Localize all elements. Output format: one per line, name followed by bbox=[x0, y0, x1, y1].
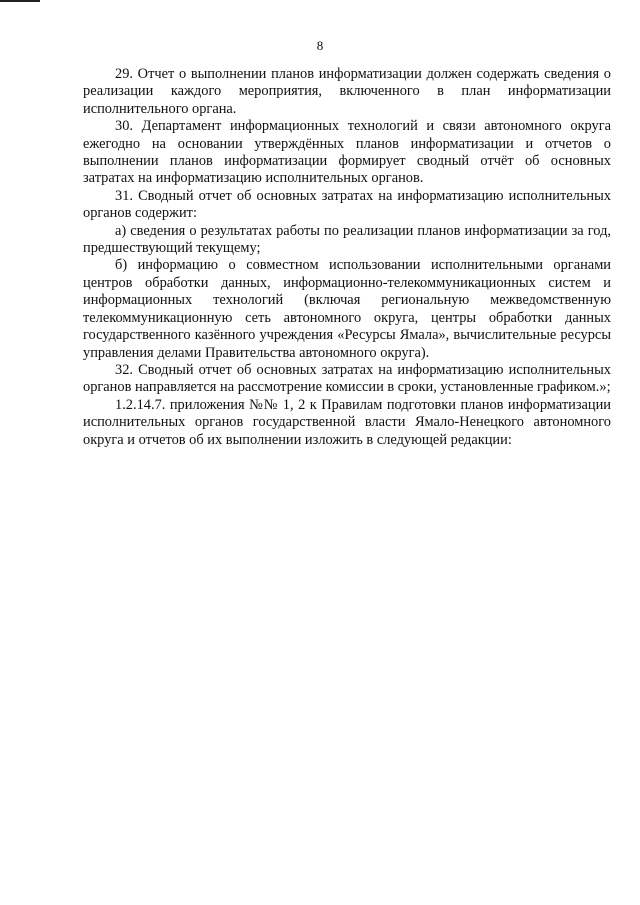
paragraph-30: 30. Департамент информационных технологий и связи автономного округа ежегодно на основании утверждённых планов информатизации и отчетов о выполнении планов информатизации формирует сводный отчёт об основных затратах на информатизацию исполнительных органов. bbox=[83, 118, 611, 187]
document-body bbox=[83, 66, 611, 449]
paragraph-29: 29. Отчет о выполнении планов информатизации должен содержать сведения о реализации каждого мероприятия, включенного в план информатизации исполнительного органа. bbox=[83, 66, 611, 117]
paragraph-31-a: а) сведения о результатах работы по реализации планов информатизации за год, предшествующий текущему; bbox=[83, 222, 611, 257]
paragraph-31: 31. Сводный отчет об основных затратах на информатизацию исполнительных органов содержит: bbox=[83, 187, 611, 222]
paragraph-32: 32. Сводный отчет об основных затратах на информатизацию исполнительных органов направляется на рассмотрение комиссии в сроки, установленные графиком.»; bbox=[83, 361, 611, 396]
page-number: 8 bbox=[316, 38, 324, 53]
scan-corner-mark bbox=[0, 0, 40, 2]
paragraph-1-2-14-7: 1.2.14.7. приложения №№ 1, 2 к Правилам подготовки планов информатизации исполнительных органов государственной власти Ямало-Ненецкого автономного округа и отчетов об их выполнении изложить в следующей редакции: bbox=[83, 396, 611, 448]
paragraph-31-b: б) информацию о совместном использовании исполнительными органами центров обработки данных, информационно-телекоммуникационных систем и информационных технологий (включая региональную межведомственную телекоммуникационную сеть автономного округа, центры обработки данных государственного казённого учреждения «Ресурсы Ямала», вычислительные ресурсы управления делами Правительства автономного округа). bbox=[83, 257, 611, 361]
